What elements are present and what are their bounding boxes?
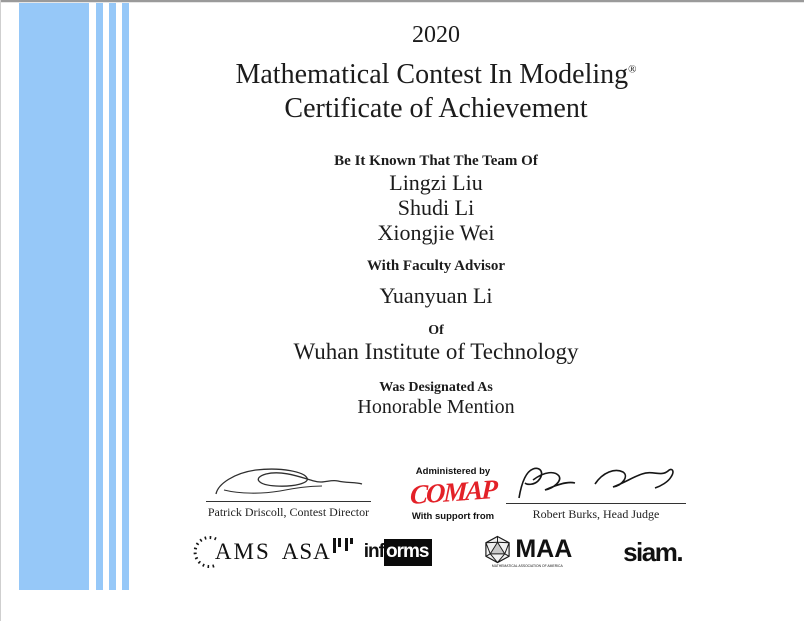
wide-blue-stripe — [19, 3, 89, 590]
informs-logo-text-suffix: orms — [384, 539, 432, 566]
signature-line — [506, 503, 686, 504]
certificate-subtitle: Certificate of Achievement — [284, 93, 588, 124]
certificate-body — [131, 0, 741, 419]
certificate-title — [131, 58, 741, 92]
contest-director-caption: Patrick Driscoll, Contest Director — [207, 505, 370, 519]
signature-line — [206, 501, 371, 502]
administered-by-label: Administered by — [415, 466, 491, 477]
handwritten-signature-scribble-icon — [210, 464, 368, 500]
advisor-label: With Faculty Advisor — [366, 258, 506, 274]
designation-value: Honorable Mention — [357, 396, 515, 418]
comap-logo: COMAP — [409, 473, 497, 511]
asa-logo-text: ASA — [281, 539, 331, 564]
advisor-name: Yuanyuan Li — [379, 283, 493, 308]
informs-logo — [364, 539, 433, 566]
team-member-name: Shudi Li — [397, 195, 475, 220]
asa-logo — [282, 539, 353, 565]
icosahedron-icon — [483, 535, 512, 564]
contest-director-signature-block — [206, 464, 371, 519]
maa-logo — [443, 535, 612, 569]
contest-name: Mathematical Contest In Modeling — [235, 59, 629, 90]
thin-blue-stripe — [96, 3, 103, 590]
informs-logo-text-prefix: inf — [363, 541, 384, 562]
maa-logo-subtext: MATHEMATICAL ASSOCIATION OF AMERICA — [492, 564, 564, 568]
team-member-name: Lingzi Liu — [389, 170, 483, 195]
certificate-year: 2020 — [412, 22, 460, 48]
institution-name: Wuhan Institute of Technology — [293, 339, 579, 364]
maa-logo-text: MAA — [515, 535, 573, 563]
comap-block — [399, 466, 507, 522]
bar-marks-icon — [333, 538, 353, 562]
registered-trademark: ® — [628, 63, 637, 76]
siam-logo: siam. — [623, 536, 683, 567]
thin-blue-stripe — [109, 3, 116, 590]
head-judge-signature-block — [506, 462, 686, 521]
handwritten-signature-script-icon — [511, 462, 681, 502]
team-intro-label: Be It Known That The Team Of — [334, 153, 538, 169]
head-judge-caption: Robert Burks, Head Judge — [532, 507, 660, 521]
ams-logo-text: AMS — [214, 539, 271, 564]
support-from-label: With support from — [411, 511, 495, 522]
of-label: Of — [428, 323, 444, 338]
left-stripe-decoration — [19, 3, 129, 590]
designation-label: Was Designated As — [379, 380, 493, 395]
team-member-name: Xiongjie Wei — [377, 220, 495, 245]
ams-logo — [190, 535, 271, 569]
thin-blue-stripe — [122, 3, 129, 590]
sponsor-logos-row — [131, 532, 741, 572]
